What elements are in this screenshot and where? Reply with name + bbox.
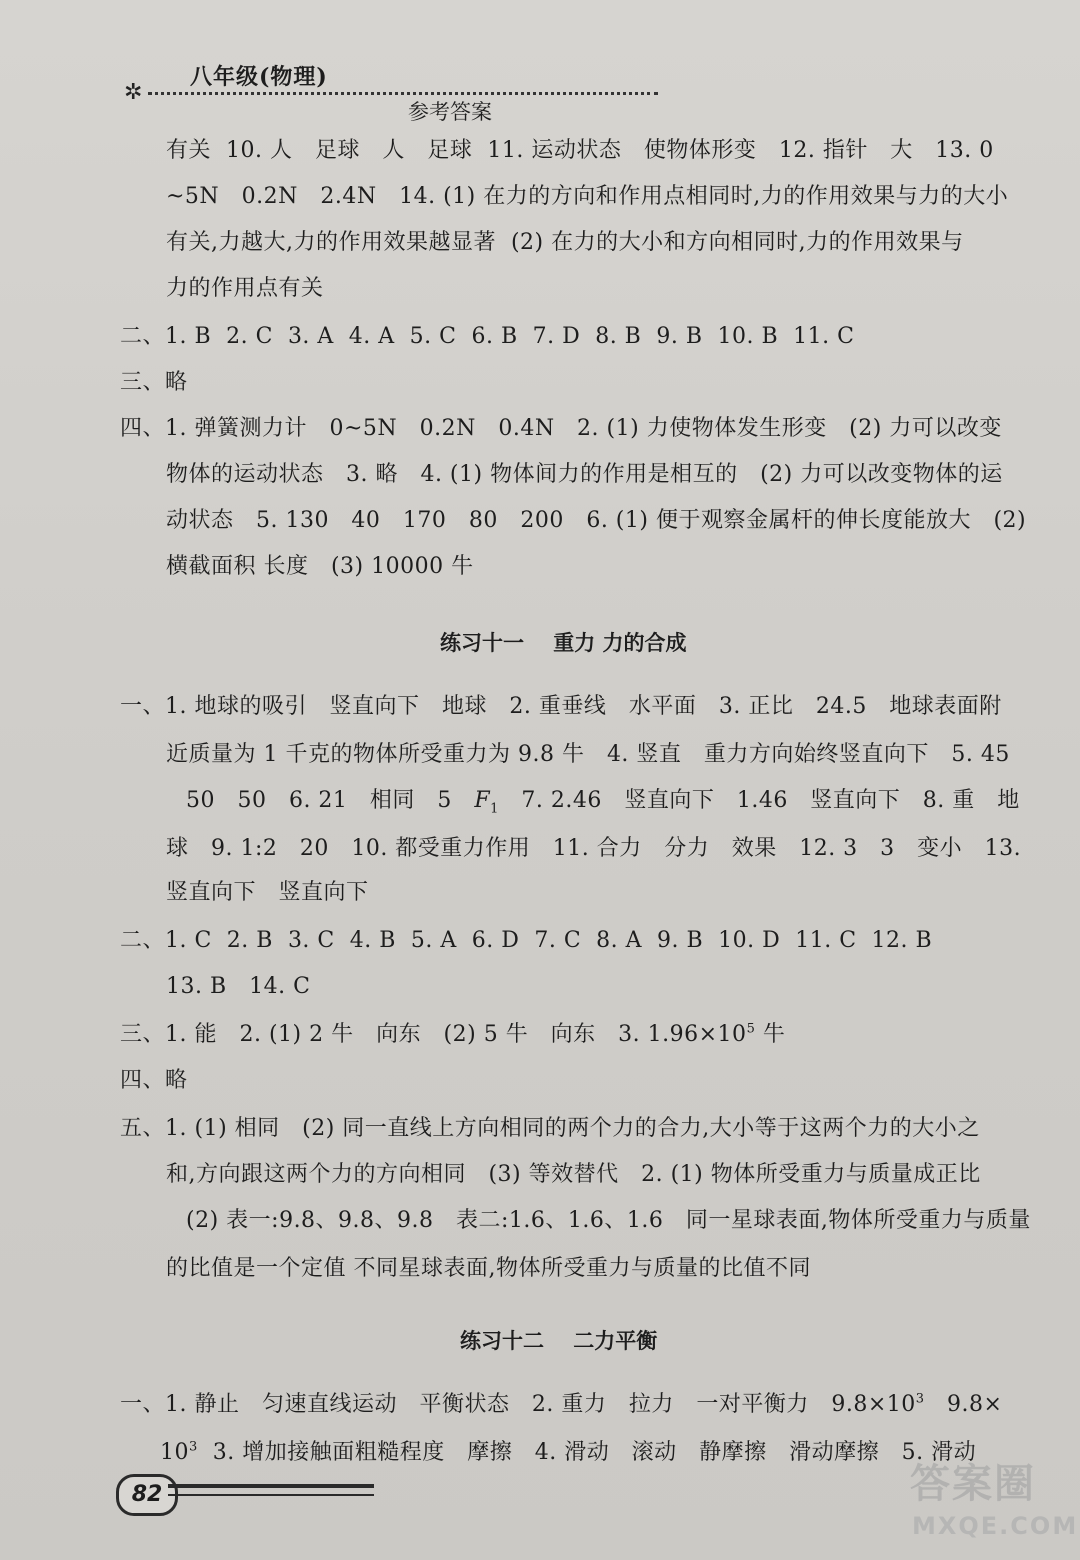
text-line: 二、1. B 2. C 3. A 4. A 5. C 6. B 7. D 8. B 9. B 10. B 11. C: [120, 324, 855, 349]
grade-subject: 八年级(物理): [190, 64, 328, 90]
answers-title: 参考答案: [408, 100, 492, 124]
text-line: 13. B 14. C: [166, 974, 311, 999]
text-line: [160, 1438, 976, 1468]
text-line: 动状态 5. 130 40 170 80 200 6. (1) 便于观察金属杆的伸长度能放大 (2): [166, 508, 1027, 533]
subscript: 1: [490, 801, 499, 817]
text-line: 球 9. 1:2 20 10. 都受重力作用 11. 合力 分力 效果 12. 3 3 变小 13.: [166, 836, 1022, 861]
watermark-url: MXQE.COM: [912, 1512, 1079, 1540]
text-line: 和,方向跟这两个力的方向相同 (3) 等效替代 2. (1) 物体所受重力与质量成正比: [166, 1162, 981, 1187]
superscript: 5: [746, 1021, 756, 1037]
text-line: 五、1. (1) 相同 (2) 同一直线上方向相同的两个力的合力,大小等于这两个力的大小之: [120, 1116, 980, 1141]
superscript: 3: [915, 1391, 925, 1407]
text-segment: 7. 2.46 竖直向下 1.46 竖直向下 8. 重 地: [521, 788, 1020, 813]
footer-rule: [168, 1494, 374, 1496]
text-segment: 一、1. 静止 匀速直线运动 平衡状态 2. 重力 拉力 一对平衡力 9.8×10: [120, 1392, 916, 1417]
text-line: [120, 1390, 1002, 1420]
text-line: 一、1. 地球的吸引 竖直向下 地球 2. 重垂线 水平面 3. 正比 24.5 地球表面附: [120, 694, 1002, 719]
text-line: 四、1. 弹簧测力计 0~5N 0.2N 0.4N 2. (1) 力使物体发生形变 (2) 力可以改变: [120, 416, 1002, 441]
page-number: 82: [116, 1474, 178, 1516]
watermark: [900, 1452, 1079, 1552]
text-line: 有关 10. 人 足球 人 足球 11. 运动状态 使物体形变 12. 指针 大 13. 0: [166, 138, 994, 163]
force-symbol: F: [474, 788, 491, 813]
footer-rule: [168, 1484, 374, 1488]
text-line: 近质量为 1 千克的物体所受重力为 9.8 牛 4. 竖直 重力方向始终竖直向下 5. 45: [166, 742, 1010, 767]
text-line: 竖直向下 竖直向下: [166, 880, 369, 905]
text-line: 物体的运动状态 3. 略 4. (1) 物体间力的作用是相互的 (2) 力可以改变物体的运: [166, 462, 1003, 487]
dotted-rule: [148, 92, 658, 95]
section-title-12: 练习十二 二力平衡: [460, 1329, 658, 1353]
text-line: 二、1. C 2. B 3. C 4. B 5. A 6. D 7. C 8. A 9. B 10. D 11. C 12. B: [120, 928, 933, 953]
text-segment: 3. 增加接触面粗糙程度 摩擦 4. 滑动 滚动 静摩擦 滑动摩擦 5. 滑动: [197, 1440, 977, 1465]
text-line: ~5N 0.2N 2.4N 14. (1) 在力的方向和作用点相同时,力的作用效果与力的大小: [166, 184, 1009, 209]
text-line: 四、略: [120, 1068, 188, 1093]
flower-icon: ✲: [124, 80, 143, 105]
text-segment: 三、1. 能 2. (1) 2 牛 向东 (2) 5 牛 向东 3. 1.96×10: [120, 1022, 747, 1047]
text-line: 力的作用点有关: [166, 276, 324, 301]
text-line: [120, 1020, 785, 1050]
watermark-logo: 答案圈: [910, 1461, 1036, 1507]
text-line: [186, 786, 1020, 816]
text-line: (2) 表一:9.8、9.8、9.8 表二:1.6、1.6、1.6 同一星球表面,物体所受重力与质量: [186, 1208, 1031, 1233]
section-title-11: 练习十一 重力 力的合成: [440, 631, 687, 655]
text-line: 的比值是一个定值 不同星球表面,物体所受重力与质量的比值不同: [166, 1256, 811, 1281]
text-line: 有关,力越大,力的作用效果越显著 (2) 在力的大小和方向相同时,力的作用效果与: [166, 230, 964, 255]
text-segment: 50 50 6. 21 相同 5: [186, 788, 452, 813]
text-segment: 9.8×: [924, 1392, 1003, 1417]
superscript: 3: [189, 1439, 198, 1455]
text-segment: 10: [160, 1440, 189, 1465]
text-line: 三、略: [120, 370, 188, 395]
text-line: 横截面积 长度 (3) 10000 牛: [166, 554, 474, 579]
page-header: [118, 58, 678, 122]
text-segment: 牛: [755, 1022, 786, 1047]
